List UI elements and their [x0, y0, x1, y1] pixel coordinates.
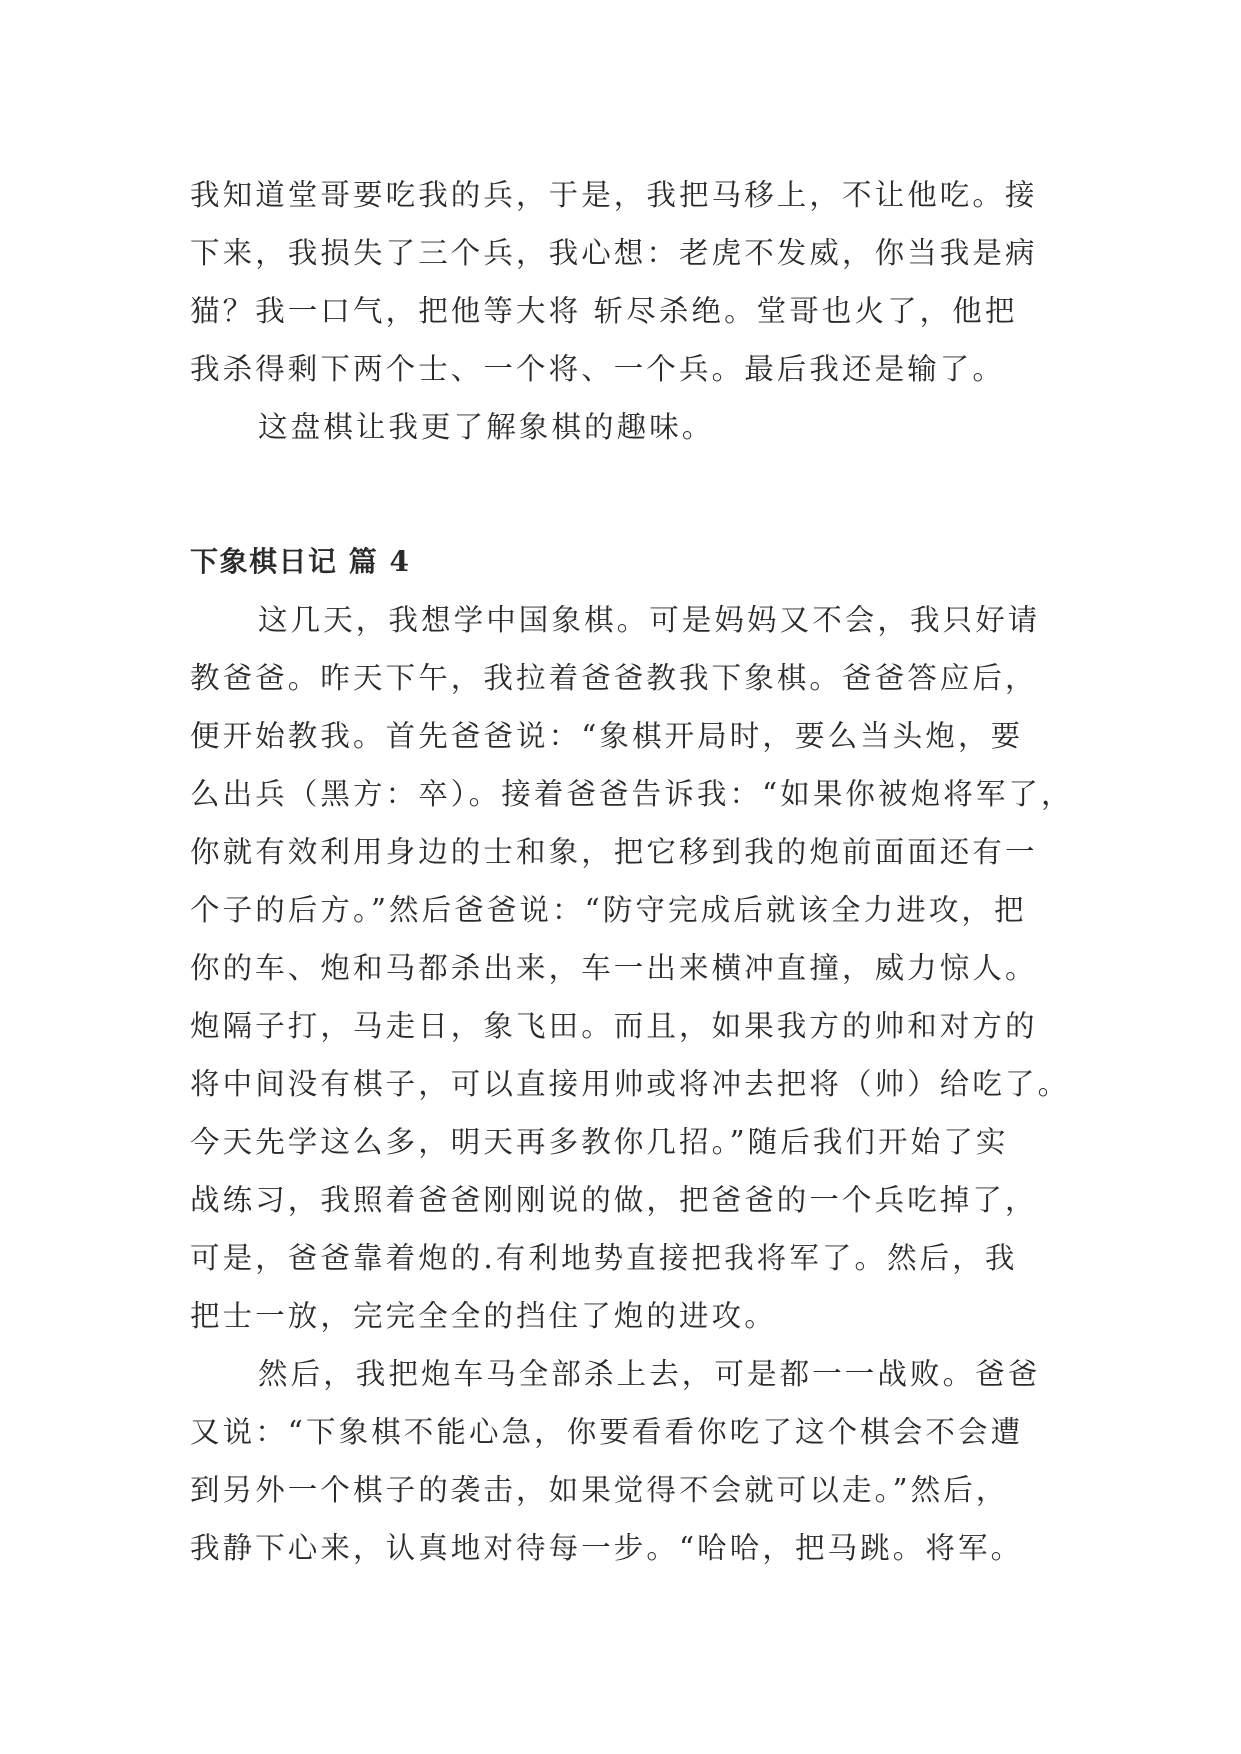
text-line: 将中间没有棋子，可以直接用帅或将冲去把将（帅）给吃了。 — [190, 1067, 1071, 1101]
document-page — [190, 166, 1074, 1577]
text-line: 教爸爸。昨天下午，我拉着爸爸教我下象棋。爸爸答应后， — [190, 661, 1038, 695]
paragraph-continuation — [190, 166, 1070, 398]
text-line: 战练习，我照着爸爸刚刚说的做，把爸爸的一个兵吃掉了， — [190, 1183, 1038, 1217]
text-line: 然后，我把炮车马全部杀上去，可是都一一战败。爸爸 — [258, 1357, 1041, 1391]
text-line: 这盘棋让我更了解象棋的趣味。 — [258, 410, 715, 444]
text-line: 下来，我损失了三个兵，我心想：老虎不发威，你当我是病 — [190, 236, 1038, 270]
paragraph-1 — [190, 591, 1074, 1345]
section-spacer — [190, 456, 1070, 533]
text-line: 这几天，我想学中国象棋。可是妈妈又不会，我只好请 — [258, 603, 1041, 637]
text-line: 你的车、炮和马都杀出来，车一出来横冲直撞，威力惊人。 — [190, 951, 1038, 985]
paragraph-2 — [190, 1345, 1070, 1577]
text-line: 把士一放，完完全全的挡住了炮的进攻。 — [190, 1299, 777, 1333]
text-line: 么出兵（黑方：卒）。接着爸爸告诉我：“如果你被炮将军了， — [190, 777, 1074, 811]
text-line: 又说：“下象棋不能心急，你要看看你吃了这个棋会不会遭 — [190, 1415, 1024, 1449]
text-line: 可是，爸爸靠着炮的.有利地势直接把我将军了。然后，我 — [190, 1241, 1018, 1275]
text-line: 到另外一个棋子的袭击，如果觉得不会就可以走。”然后， — [190, 1473, 1009, 1507]
text-line: 我静下心来，认真地对待每一步。“哈哈，把马跳。将军。 — [190, 1531, 1024, 1565]
text-line: 个子的后方。”然后爸爸说：“防守完成后就该全力进攻，把 — [190, 893, 1027, 927]
text-line: 我杀得剩下两个士、一个将、一个兵。最后我还是输了。 — [190, 352, 1006, 386]
text-line: 猫？我一口气，把他等大将 斩尽杀绝。堂哥也火了，他把 — [190, 294, 1018, 328]
text-line: 炮隔子打，马走日，象飞田。而且，如果我方的帅和对方的 — [190, 1009, 1038, 1043]
text-line: 今天先学这么多，明天再多教你几招。”随后我们开始了实 — [190, 1125, 1009, 1159]
text-line: 便开始教我。首先爸爸说：“象棋开局时，要么当头炮，要 — [190, 719, 1024, 753]
text-line: 我知道堂哥要吃我的兵，于是，我把马移上，不让他吃。接 — [190, 178, 1038, 212]
text-line: 你就有效利用身边的士和象，把它移到我的炮前面面还有一 — [190, 835, 1038, 869]
paragraph-closing — [190, 398, 1070, 456]
section-title: 下象棋日记 篇 4 — [190, 545, 411, 578]
